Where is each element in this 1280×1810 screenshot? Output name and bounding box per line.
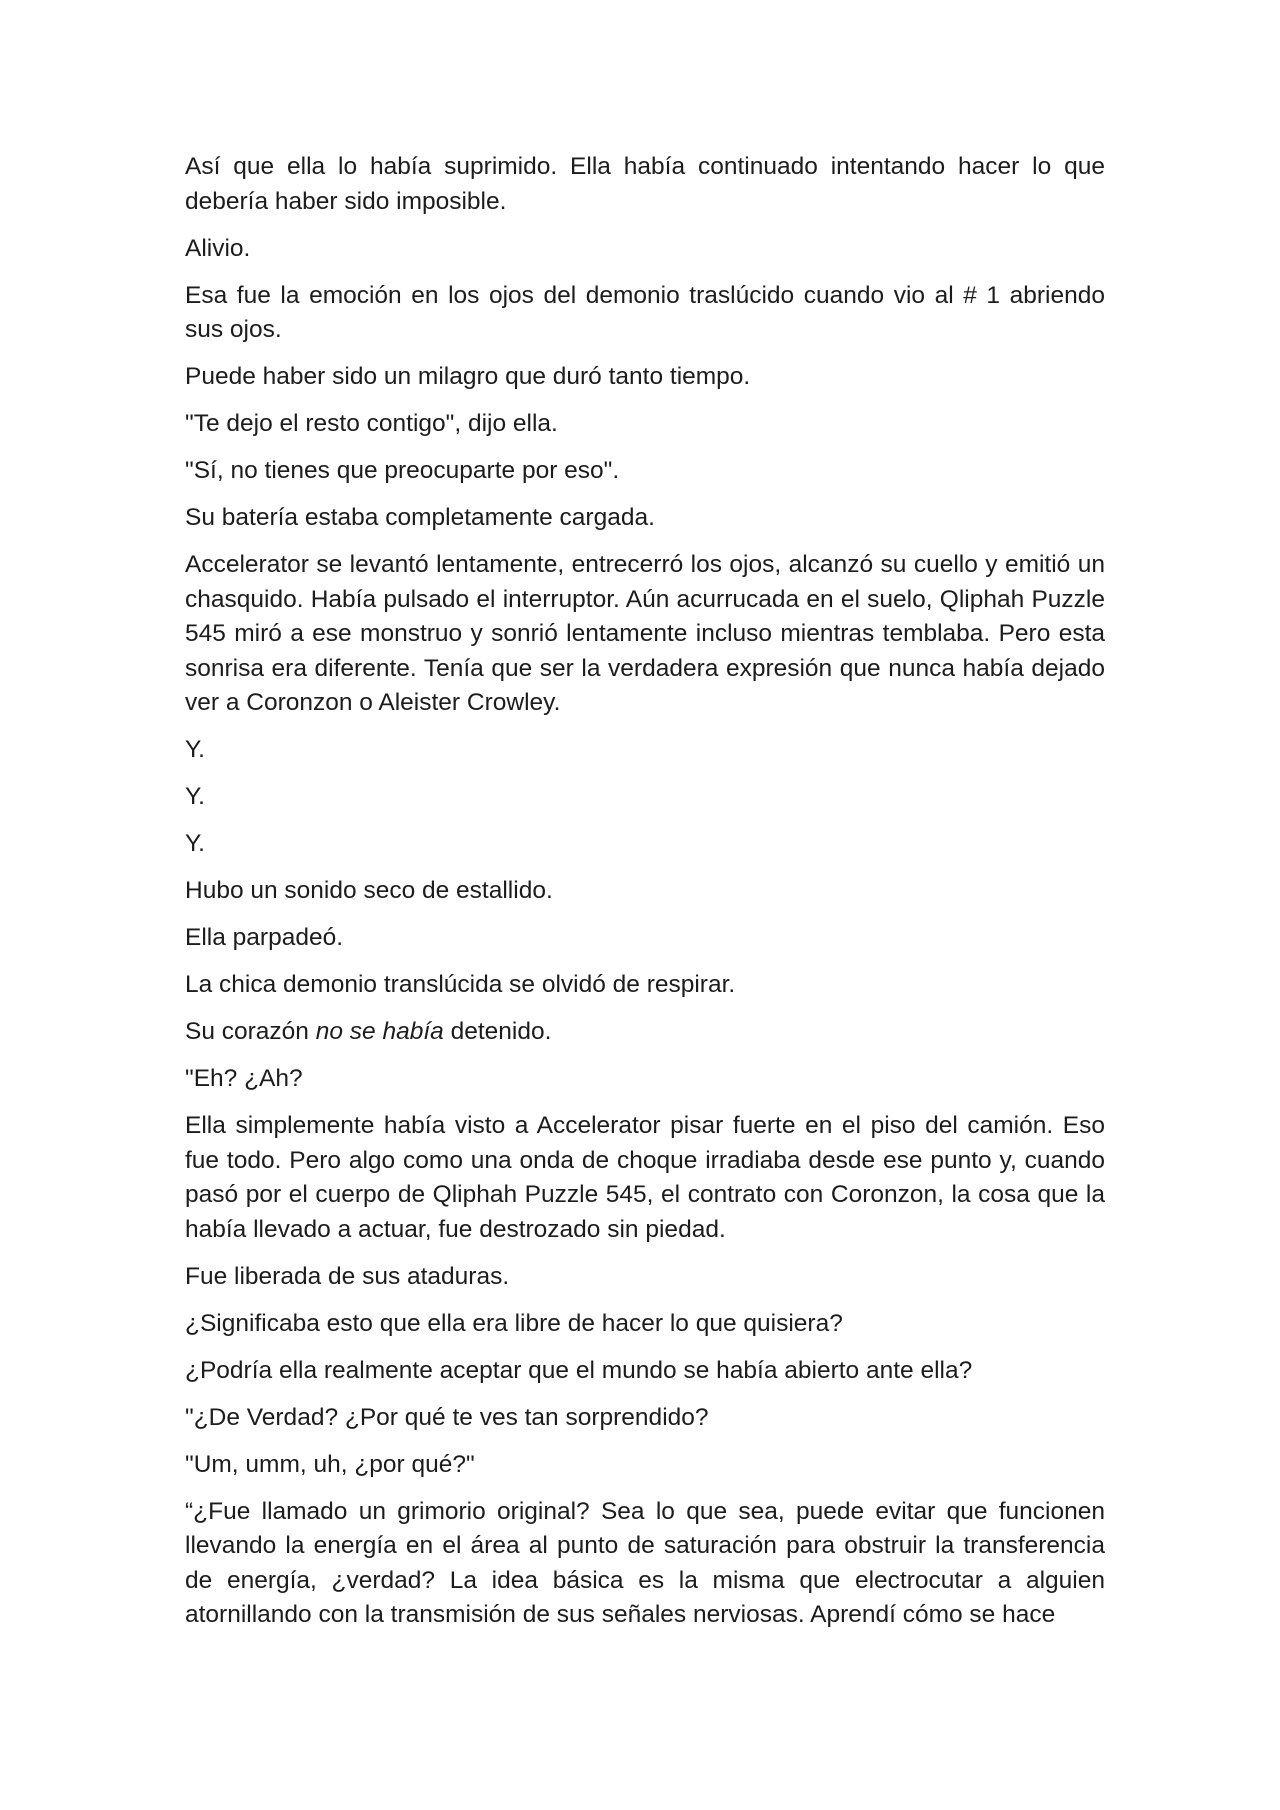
paragraph: Accelerator se levantó lentamente, entrecerró los ojos, alcanzó su cuello y emitió un chasquido. Había pulsado el interruptor. Aún acurrucada en el suelo, Qliphah Puzzle 545 miró a ese monstruo y sonrió lentamente incluso mientras temblaba. Pero esta sonrisa era diferente. Tenía que ser la verdadera expresión que nunca había dejado ver a Coronzon o Aleister Crowley. bbox=[185, 551, 1105, 716]
paragraph: "Sí, no tienes que preocuparte por eso". bbox=[185, 457, 620, 484]
paragraph: "Eh? ¿Ah? bbox=[185, 1065, 303, 1092]
paragraph: Ella parpadeó. bbox=[185, 924, 344, 951]
paragraph: “¿Fue llamado un grimorio original? Sea lo que sea, puede evitar que funcionen llevando la energía en el área al punto de saturación para obstruir la transferencia de energía, ¿verdad? La idea básica es la misma que electrocutar a alguien atornillando con la transmisión de sus señales nerviosas. Aprendí cómo se hace bbox=[185, 1497, 1105, 1628]
paragraph: Y. bbox=[185, 736, 205, 763]
paragraph-text: detenido. bbox=[443, 1018, 552, 1045]
emphasis-text: no se había bbox=[315, 1018, 444, 1045]
paragraph: Alivio. bbox=[185, 234, 251, 262]
paragraph: "Te dejo el resto contigo", dijo ella. bbox=[185, 410, 558, 437]
paragraph: Puede haber sido un milagro que duró tanto tiempo. bbox=[185, 363, 751, 390]
paragraph: Y. bbox=[185, 830, 205, 857]
paragraph: Ella simplemente había visto a Accelerator pisar fuerte en el piso del camión. Eso fue todo. Pero algo como una onda de choque irradiaba desde ese punto y, cuando pasó por el cuerpo de Qliphah Puzzle 545, el contrato con Coronzon, la cosa que la había llevado a actuar, fue destrozado sin piedad. bbox=[185, 1112, 1105, 1243]
paragraph: ¿Significaba esto que ella era libre de hacer lo que quisiera? bbox=[185, 1309, 843, 1337]
paragraph: "¿De Verdad? ¿Por qué te ves tan sorprendido? bbox=[185, 1403, 709, 1431]
paragraph: "Um, umm, uh, ¿por qué?" bbox=[185, 1450, 475, 1478]
paragraph: Así que ella lo había suprimido. Ella había continuado intentando hacer lo que debería haber sido imposible. bbox=[185, 153, 1105, 215]
paragraph: Esa fue la emoción en los ojos del demonio traslúcido cuando vio al # 1 abriendo sus ojos. bbox=[185, 281, 1105, 343]
paragraph: Y. bbox=[185, 783, 205, 810]
document-page bbox=[185, 150, 1105, 1645]
paragraph-text: Su corazón bbox=[185, 1018, 316, 1045]
paragraph: Su batería estaba completamente cargada. bbox=[185, 504, 655, 531]
paragraph: Hubo un sonido seco de estallido. bbox=[185, 877, 553, 904]
paragraph: La chica demonio translúcida se olvidó de respirar. bbox=[185, 971, 736, 998]
paragraph: Fue liberada de sus ataduras. bbox=[185, 1262, 510, 1290]
paragraph-with-emphasis bbox=[185, 1015, 1105, 1050]
paragraph: ¿Podría ella realmente aceptar que el mundo se había abierto ante ella? bbox=[185, 1356, 973, 1384]
